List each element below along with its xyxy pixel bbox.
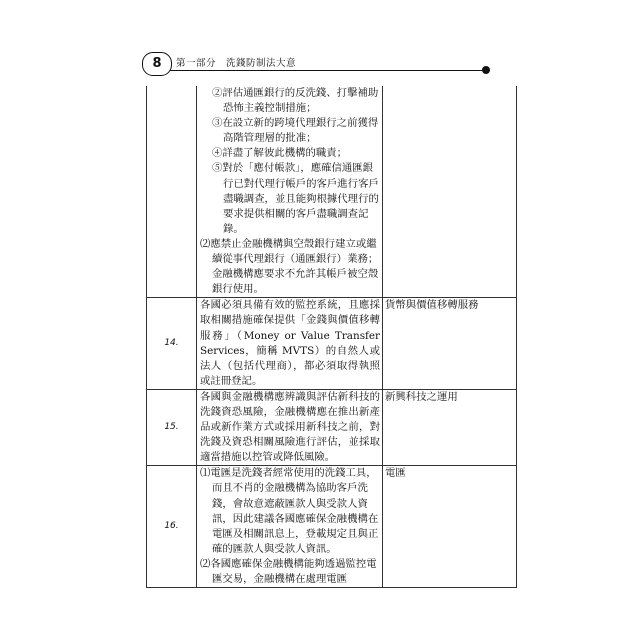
row-number: 14. <box>147 298 197 390</box>
row-number <box>147 86 197 298</box>
row-number: 15. <box>147 389 197 465</box>
row-category: 電匯 <box>383 466 517 588</box>
row-text: 各國與金融機構應辨識與評估新科技的洗錢資恐風險，金融機構應在推出新產品或新作業方式或採用新科技之前，對洗錢及資恐相關風險進行評估，並採取適當措施以控管或降低風險。 <box>200 390 380 464</box>
row-text: 各國必須具備有效的監控系統，且應採取相關措施確保提供「金錢與價值移轉服務」（Money or Value Transfer Services，簡稱 MVTS）的自然人或法人（包括代理商），都必須取得執照或註冊登記。 <box>200 299 380 387</box>
list-item: ②評估通匯銀行的反洗錢、打擊補助恐怖主義控制措施； <box>212 87 379 115</box>
row-content <box>197 389 383 465</box>
list-item: ⑴電匯是洗錢者經常使用的洗錢工具，而且不肖的金融機構為協助客戶洗錢，會故意遮蔽匯款人與受款人資訊，因此建議各國應確保金融機構在電匯及相關訊息上，登載規定且與正確的匯款人與受款人資訊。 <box>200 467 379 555</box>
table-row <box>147 86 517 298</box>
table-row <box>147 389 517 465</box>
page-number-badge: 8 <box>142 52 172 76</box>
row-category: 新興科技之運用 <box>383 389 517 465</box>
header-rule <box>170 70 484 71</box>
row-content <box>197 466 383 588</box>
list-item: ⑤對於「應付帳款」，應確信通匯銀行已對代理行帳戶的客戶進行客戶盡職調查，並且能夠根據代理行的要求提供相關的客戶盡職調查記錄。 <box>212 162 379 235</box>
list-item: ③在設立新的跨境代理銀行之前獲得高階管理層的批准； <box>212 117 379 145</box>
page-header <box>142 50 562 78</box>
row-category: 貨幣與價值移轉服務 <box>383 298 517 390</box>
running-header-title: 第一部分 洗錢防制法大意 <box>176 58 297 69</box>
table-row <box>147 466 517 588</box>
header-dot <box>482 66 490 74</box>
row-content <box>197 298 383 390</box>
table-row <box>147 298 517 390</box>
list-item: ④詳盡了解彼此機構的職責； <box>212 147 348 160</box>
row-category <box>383 86 517 298</box>
list-item: ⑵應禁止金融機構與空殼銀行建立或繼續從事代理銀行（通匯銀行）業務；金融機構應要求不允許其帳戶被空殼銀行使用。 <box>200 237 379 296</box>
recommendations-table <box>146 86 517 588</box>
row-content <box>197 86 383 298</box>
row-number: 16. <box>147 466 197 588</box>
list-item: ⑵各國應確保金融機構能夠透過監控電匯交易，金融機構在處理電匯 <box>200 557 377 585</box>
